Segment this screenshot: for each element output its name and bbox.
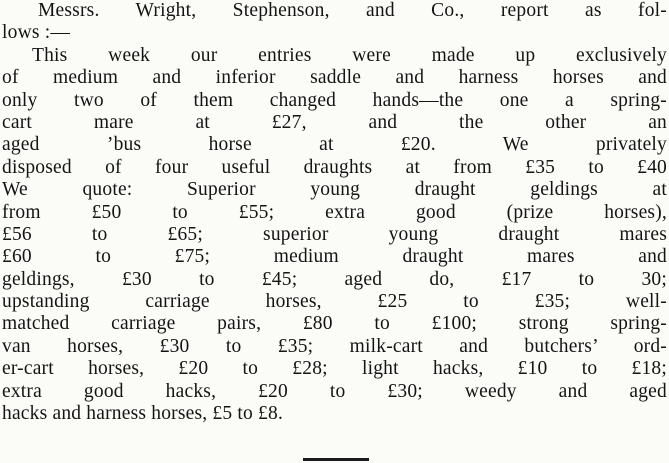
- report-line: extra good hacks, £20 to £30; weedy and aged: [2, 380, 667, 402]
- report-line: of medium and inferior saddle and harness horses and: [2, 67, 667, 89]
- report-line: from £50 to £55; extra good (prize horses),: [2, 201, 667, 223]
- report-line: geldings, £30 to £45; aged do, £17 to 30;: [2, 268, 667, 290]
- report-line: van horses, £30 to £35; milk-cart and butchers’ ord-: [2, 335, 667, 357]
- report-line: upstanding carriage horses, £25 to £35; well-: [2, 291, 667, 313]
- report-line: only two of them changed hands—the one a spring-: [2, 89, 667, 111]
- report-line: aged ’bus horse at £20. We privately: [2, 134, 667, 156]
- report-line: This week our entries were made up exclusively: [32, 44, 667, 66]
- report-line: matched carriage pairs, £80 to £100; strong spring-: [2, 313, 667, 335]
- section-divider-rule: [303, 458, 369, 461]
- report-line: er-cart horses, £20 to £28; light hacks, £10 to £18;: [2, 358, 667, 380]
- report-line: Messrs. Wright, Stephenson, and Co., report as fol-: [38, 0, 667, 21]
- report-line: disposed of four useful draughts at from £35 to £40: [2, 156, 667, 178]
- report-line: We quote: Superior young draught geldings at: [2, 179, 667, 201]
- report-line: £56 to £65; superior young draught mares: [2, 223, 667, 245]
- report-line: cart mare at £27, and the other an: [2, 111, 667, 133]
- horse-market-report: [2, 0, 667, 425]
- report-line: lows :—: [2, 22, 71, 44]
- report-line: £60 to £75; medium draught mares and: [2, 246, 667, 268]
- report-line: hacks and harness horses, £5 to £8.: [2, 403, 284, 425]
